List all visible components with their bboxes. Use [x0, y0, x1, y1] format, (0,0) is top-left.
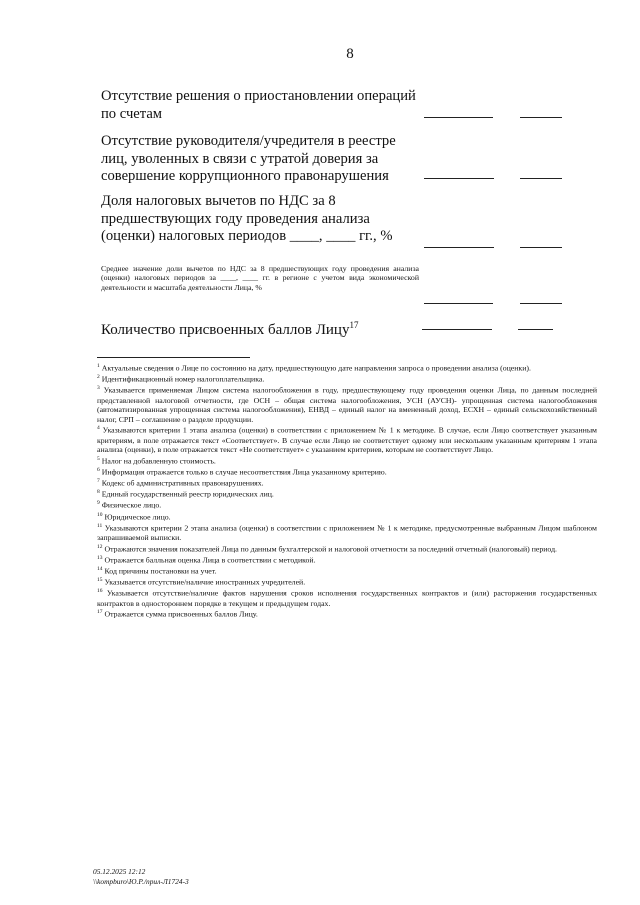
value-blank-4b — [520, 303, 562, 304]
footnote-15: $^{15}$ Указывается отсутствие/наличие иностранных учредителей. — [97, 577, 306, 587]
footnote-11: $^{11}$ Указываются критерии 2 этапа анализа (оценки) в соответствии с приложением № 1 к методике, предусмотренные выбранным Лицом шаблоном запрашиваемой выписки. — [97, 522, 597, 543]
row-no-manager-in-registry: Отсутствие руководителя/учредителя в реестре лиц, уволенных в связи с утратой доверия за совершение коррупционного правонарушения — [101, 133, 396, 184]
footnote-8: $^8$ Единый государственный реестр юридических лиц. — [97, 489, 274, 499]
footnote-4: $^4$ Указываются критерии 1 этапа анализа (оценки) в соответствии с приложением № 1 к методике. В случае, если Лицо соответствует указанным критериям, в поле отражается текст «Соответствует». В случае если Лицо не соответствует одному или нескольким указанным критериям 1 этапа анализа (оценки), в поле отражается текст «Не соответствует» с указанием критериев, которым не соответствует Лицо. — [97, 425, 597, 455]
footnote-10: $^{10}$ Юридическое лицо. — [97, 511, 171, 522]
value-blank-2a — [424, 178, 494, 179]
value-blank-3b — [520, 247, 562, 248]
assigned-points-footnote-ref: 17 — [349, 320, 359, 330]
footer-timestamp: 05.12.2025 12:12 — [93, 867, 146, 876]
value-blank-2b — [520, 178, 562, 179]
footnote-16: $^{16}$ Указывается отсутствие/наличие фактов нарушения сроков исполнения государственных контрактов и (или) расторжения государственных контрактов в одностороннем порядке в текущем и предыдущем годах. — [97, 588, 598, 608]
value-blank-4a — [424, 303, 493, 304]
value-blank-1a — [424, 117, 493, 118]
footnotes — [97, 362, 597, 619]
footnote-1: $^1$ Актуальные сведения о Лице по состоянию на дату, предшествующую дате направления запроса о проведении анализа (оценки). — [97, 363, 531, 373]
value-blank-1b — [520, 117, 562, 118]
row-regional-average-vat: Среднее значение доли вычетов по НДС за 8 предшествующих году проведения анализа (оценки) налоговых периодов за ____, ____ гг. в регионе с учетом вида экономической деятельности и масштаба деятельности Лица, % — [101, 264, 419, 292]
footnote-12: $^{12}$ Отражаются значения показателей Лица по данным бухгалтерской и налоговой отчетности за последний отчетный (налоговый) период. — [97, 543, 557, 554]
value-blank-5b — [518, 329, 553, 330]
row-assigned-points — [101, 317, 416, 340]
assigned-points-label: Количество присвоенных баллов Лицу — [101, 322, 350, 338]
value-blank-5a — [422, 329, 492, 330]
footnote-3: $^3$ Указывается применяемая Лицом система налогообложения в году, предшествующему году проведения оценки Лица, по данным последней представленной налоговой отчетности, где ОСН – общая система налогообложения, УСН (АУСН)- упрощенная система налогообложения (автоматизированная упрощенная система налогообложения), ЕНВД – единый налог на вмененный доход, ЕСХН – единый сельскохозяйственный налог, СРП – соглашение о разделе продукции. — [97, 385, 597, 424]
footnote-2: $^2$ Идентификационный номер налогоплательщика. — [97, 374, 265, 384]
row-no-suspension-decision: Отсутствие решения о приостановлении операций по счетам — [101, 88, 416, 122]
page-number: 8 — [346, 46, 354, 62]
document-footer — [93, 867, 189, 886]
footnote-9: $^9$ Физическое лицо. — [97, 500, 162, 511]
value-blank-3a — [424, 247, 494, 248]
footnote-6: $^6$ Информация отражается только в случае несоответствия Лица указанному критерию. — [97, 466, 387, 477]
footnote-13: $^{13}$ Отражается балльная оценка Лица в соответствии с методикой. — [97, 554, 316, 565]
footnote-separator — [97, 357, 250, 358]
footnote-14: $^{14}$ Код причины постановки на учет. — [97, 566, 217, 576]
row-vat-deduction-share: Доля налоговых вычетов по НДС за 8 предшествующих году проведения анализа (оценки) налоговых периодов ____, ____ гг., % — [101, 193, 393, 244]
footnote-5: $^5$ Налог на добавленную стоимость. — [97, 455, 216, 466]
footer-file-path: \\kompburo\Ю.Р./прил-Л1724-3 — [93, 876, 189, 886]
footnote-17: $^{17}$ Отражается сумма присвоенных баллов Лицу. — [97, 609, 258, 619]
footnote-7: $^7$ Кодекс об административных правонарушениях. — [97, 478, 264, 488]
